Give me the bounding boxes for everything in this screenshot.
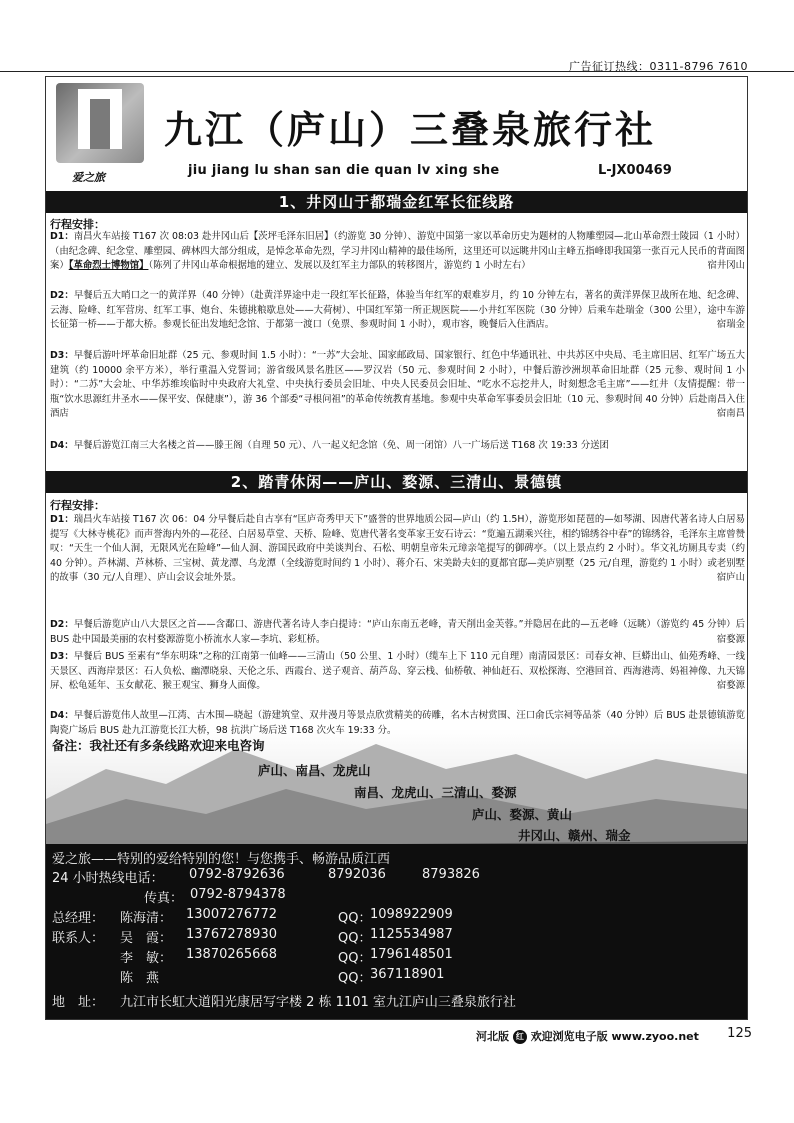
route2-day1 [50, 513, 745, 586]
fax-label: 传真： [144, 891, 184, 906]
more-routes-note: 备注：我社还有多条线路欢迎来电咨询 [52, 738, 265, 753]
contact-name: 李 敏： [120, 951, 173, 966]
agency-pinyin: jiu jiang lu shan san die quan lv xing she [188, 163, 500, 178]
route1-day4 [50, 439, 745, 454]
agency-logo-icon [56, 83, 144, 163]
route2-day3 [50, 650, 745, 694]
day-label: D1： [50, 514, 74, 525]
day-text: 南昌火车站接 T167 次 08:03 赴井冈山后【茨坪毛泽东旧居】（约游览 30 分钟）、游览中国第一家以革命历史为题材的人物雕塑园—北山革命烈士陵园（1 小时）（由纪念碑、纪念堂、雕塑园、碑林四大部分组成，是悼念革命先烈，学习井冈山精神的最佳场所，这里还可以远眺井冈山主峰五指峰即我国第一张百元人民币的背面图案） [50, 231, 745, 272]
day-label: D3： [50, 651, 74, 662]
slogan: 爱之旅——特别的爱给特别的您！与您携手、畅游品质江西 [52, 852, 391, 867]
qq-label: QQ： [338, 911, 372, 926]
route1-title: 1、井冈山于都瑞金红军长征线路 [46, 191, 747, 213]
accommodation: 宿瑞金 [716, 319, 745, 331]
agency-title: 九江（庐山）三叠泉旅行社 [164, 108, 657, 152]
day-text: 早餐后游览庐山八大景区之首——含鄱口、游唐代著名诗人李白提诗：“庐山东南五老峰，青天削出金芙蓉。”并隐居在此的—五老峰（远眺）（游览约 45 分钟）后 BUS 赴中国最美丽的农村婺源游览小桥流水人家—李坑、彩虹桥。 [50, 619, 745, 645]
day-label: D4： [50, 710, 74, 721]
day-text: 早餐后游览伟人故里—江湾、古木围—晓起（游建筑堂、双井漫月等景点欣赏精美的砖雕，名木古树赏围、汪口俞氏宗祠等品茶（40 分钟）后 BUS 赴景德镇游览陶瓷广场后 BUS 赴九江游览长江大桥，98 抗洪广场后送 T168 次火车 19:33 分。 [50, 710, 746, 736]
day-text: 早餐后游览江南三大名楼之首——滕王阁（自理 50 元）、八一起义纪念馆（免、周一闭馆）八一广场后送 T168 次 19:33 分送团 [73, 440, 609, 451]
gm-label: 总经理： [52, 911, 105, 926]
route-option: 庐山、婺源、黄山 [472, 807, 573, 822]
contact-qq: 367118901 [370, 967, 445, 982]
day-text: 瑞昌火车站接 T167 次 06：04 分早餐后赴自古享有“匡庐奇秀甲天下”盛誉的世界地质公园—庐山（约 1.5H），游览形如琵琶的—如琴湖、因唐代著名诗人白居易提写《大林寺桃花》而声誉海内外的—花径、白居易草堂、天桥、险峰、览唐代著名变革家王安石诗云：“览遍五湖乘兴往，相约锦绣谷中春”的锦绣谷，毛泽东主席曾赞叹：“天生一个仙人洞，无限风光在险峰”—仙人洞、游国民政府中美谈判台、石松、明朝皇帝朱元璋亲笔提写的御碑亭。（以上景点约 2 小时）。华文礼坊厕具专卖（约 40 分钟）。芦林湖、芦林桥、三宝树、黄龙潭、乌龙潭（全线游览时间约 1 小时）、蒋介石、宋美龄夫妇的夏都官邸—美庐别墅（25 元/自理，游览约 1 小时）或老别墅的故事（30 元/人自理）、庐山会议会址外景。 [50, 514, 745, 584]
contact-name: 吴 霞： [120, 931, 173, 946]
hotline-number: 8793826 [422, 867, 480, 882]
advertisement-frame [45, 76, 748, 1020]
day-label: D2： [50, 290, 74, 301]
contact-qq: 1125534987 [370, 927, 453, 942]
route2-day2 [50, 618, 745, 647]
qq-label: QQ： [338, 951, 372, 966]
qq-label: QQ： [338, 931, 372, 946]
address: 九江市长虹大道阳光康居写字楼 2 栋 1101 室九江庐山三叠泉旅行社 [120, 995, 516, 1010]
day-label: D4： [50, 440, 74, 451]
accommodation: 宿井冈山 [707, 260, 745, 272]
route-option: 南昌、龙虎山、三清山、婺源 [354, 785, 517, 800]
page-number: 125 [727, 1026, 752, 1041]
route2-day4 [50, 709, 745, 738]
gm-name: 陈海清： [120, 911, 173, 926]
route1-day3 [50, 349, 745, 422]
highlight-museum: 【革命烈士博物馆】 [68, 260, 149, 272]
contacts-label: 联系人： [52, 931, 105, 946]
hotline-label: 24 小时热线电话： [52, 871, 164, 886]
qq-label: QQ： [338, 971, 372, 986]
contact-name: 陈 燕 [120, 971, 160, 986]
route2-schedule-label: 行程安排： [50, 499, 105, 512]
day-text: （陈列了井冈山革命根据地的建立、发展以及红军主力部队的转移图片，游览约 1 小时左右） [148, 260, 531, 272]
day-label: D1： [50, 231, 74, 242]
gm-phone: 13007276772 [186, 907, 277, 922]
logo-caption: 爱之旅 [72, 171, 105, 184]
route1-day2 [50, 289, 745, 333]
hotline-number: 8792036 [328, 867, 386, 882]
promo-text[interactable]: 欢迎浏览电子版 www.zyoo.net [530, 1030, 699, 1043]
accommodation: 宿庐山 [716, 572, 745, 584]
fax-number: 0792-8794378 [190, 887, 286, 902]
contact-phone: 13767278930 [186, 927, 277, 942]
route1-schedule-label: 行程安排： [50, 218, 105, 231]
day-text: 早餐后游叶坪革命旧址群（25 元、参观时间 1.5 小时）：“一苏”大会址、国家邮政局、国家银行、红色中华通讯社、中共苏区中央局、毛主席旧居、红军广场五大建筑（约 10000 余平方米），举行重温入党誓词；游省级风景名胜区——罗汉岩（50 元、参观时间 2 小时），中餐后游沙洲坝革命旧址群（25 元参、观时间 1 小时）：“二苏”大会址、中华苏维埃临时中央政府大礼堂、中央执行委员会旧址、中央人民委员会旧址、“吃水不忘挖井人，时刻想念毛主席”——红井（友情提醒：带一瓶“饮水思源红井圣水——保平安、保健康”），游 36 个部委“寻根问祖”的革命传统教育基地。参观中央革命军事委员会旧址（10 元、参观时间 40 分钟）后赴南昌入住酒店 [50, 350, 745, 420]
route2-title: 2、踏青休闲——庐山、婺源、三清山、景德镇 [46, 471, 747, 493]
edition-label: 河北版 [476, 1030, 509, 1043]
contact-panel [46, 844, 747, 1020]
hotline-number: 0792-8792636 [189, 867, 285, 882]
day-text: 早餐后 BUS 至素有“华东明珠”之称的江南第一仙峰——三清山（50 公里、1 小时）（缆车上下 110 元自理）南清园景区：司春女神、巨蟒出山、仙苑秀峰、一线天景区、西海岸景区：石人负松、幽潭晓泉、天伦之乐、西霞台、送子观音、葫芦岛、穿云栈、仙桥敬、神仙赶石、双松探海、空港回首、西海港湾、妈祖神像、九天锦屏、松龟延年、玉女献花、猴王观宝、狮身人面像。 [50, 651, 746, 692]
route-option: 井冈山、赣州、瑞金 [518, 828, 631, 843]
footer-promo [476, 1028, 699, 1044]
address-label: 地 址： [52, 995, 105, 1010]
accommodation: 宿婺源 [716, 633, 745, 645]
gm-qq: 1098922909 [370, 907, 453, 922]
ad-hotline: 广告征订热线：0311-8796 7610 [569, 60, 748, 73]
accommodation: 宿南昌 [716, 408, 745, 420]
red-badge-icon: 红 [513, 1030, 527, 1044]
day-label: D2： [50, 619, 74, 630]
route-option: 庐山、南昌、龙虎山 [258, 763, 371, 778]
day-text: 早餐后五大哨口之一的黄洋界（40 分钟）（赴黄洋界途中走一段红军长征路，体验当年红军的艰难岁月，约 10 分钟左右，著名的黄洋界保卫战所在地、纪念碑、云海、险峰、红军营房、红军工事、炮台、朱德挑粮歇息处——大荷树）、中国红军第一所正规医院——小井红军医院（30 分钟）后乘车赴瑞金（300 公里），途中车游长征第一桥——于都大桥。参观长征出发地纪念馆、于都第一渡口（免票、参观时间 1 小时），观市容，晚餐后入住酒店。 [50, 290, 745, 331]
route1-day1 [50, 230, 745, 274]
accommodation: 宿婺源 [716, 680, 745, 692]
contact-qq: 1796148501 [370, 947, 453, 962]
license-code: L-JX00469 [598, 163, 672, 178]
contact-phone: 13870265668 [186, 947, 277, 962]
day-label: D3： [50, 350, 74, 361]
